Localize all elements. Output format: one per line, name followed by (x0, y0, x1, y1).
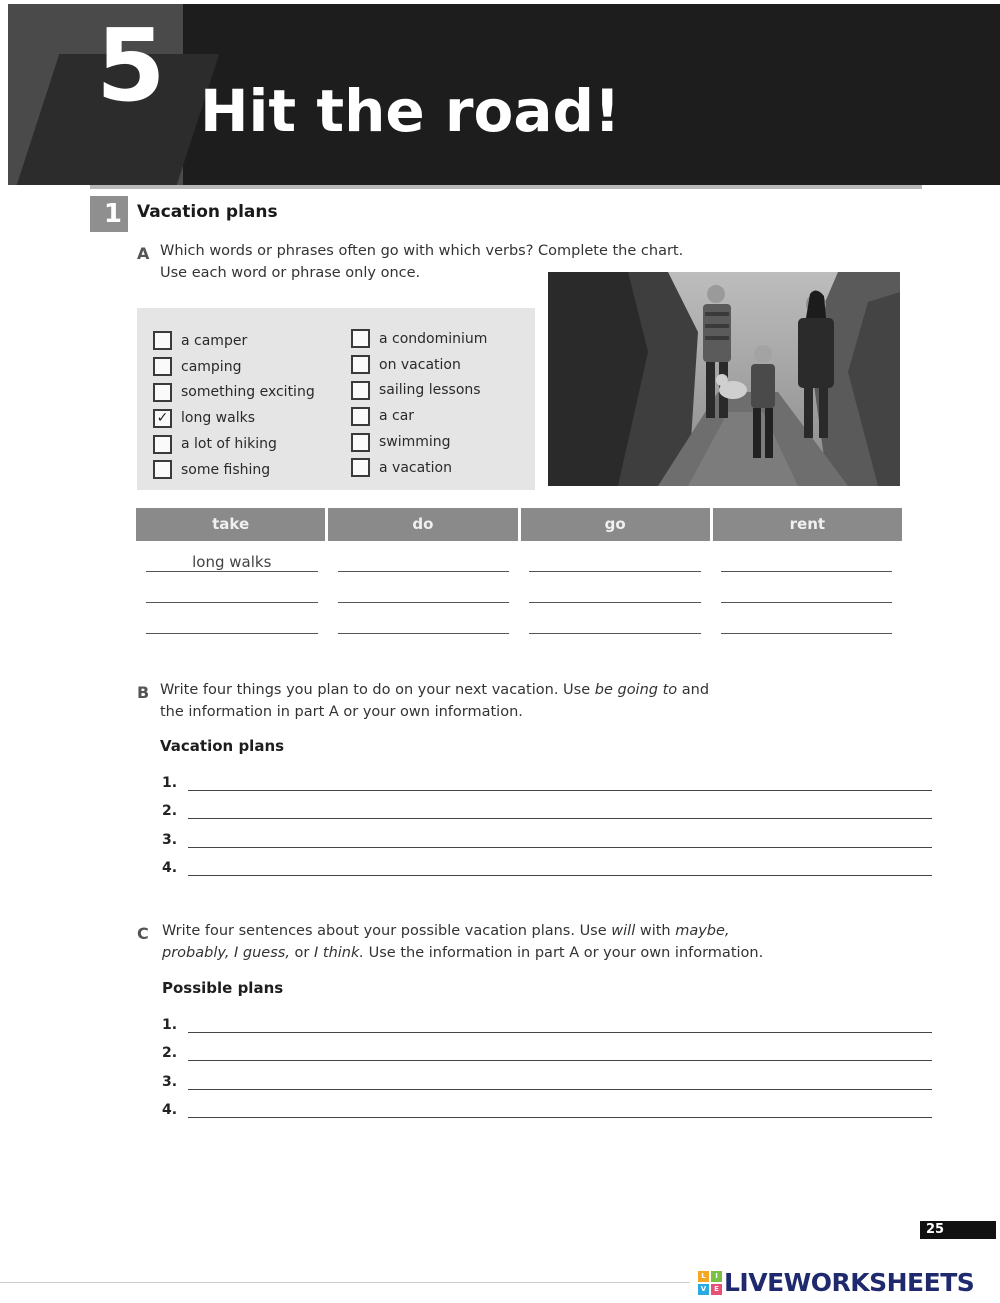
item-label: some fishing (181, 461, 271, 478)
answer-line[interactable] (162, 848, 932, 877)
chart-answer-cell[interactable] (338, 603, 510, 634)
checkbox[interactable] (351, 329, 370, 348)
item-label: camping (181, 358, 242, 375)
line-number: 1. (162, 774, 178, 791)
answer-line[interactable] (162, 1061, 932, 1090)
part-c-line-2 (162, 942, 763, 964)
chart-answer-cell[interactable] (146, 603, 318, 634)
chart-answer-cell[interactable] (146, 541, 318, 572)
list-item[interactable] (153, 457, 315, 483)
chart-answer-cell[interactable] (529, 572, 701, 603)
answer-field[interactable] (188, 1072, 932, 1090)
chart-body (136, 541, 902, 634)
liveworksheets-logo (698, 1268, 974, 1297)
answer-line[interactable] (162, 762, 932, 791)
item-label: a car (379, 408, 415, 425)
liveworksheets-icon (698, 1271, 722, 1295)
part-a-letter: A (137, 244, 150, 263)
brand-icon-letter: L (698, 1271, 709, 1282)
brand-icon-letter: I (711, 1271, 722, 1282)
line-number: 4. (162, 860, 178, 876)
part-c-line-1 (162, 920, 763, 942)
chart-answer-cell[interactable] (721, 603, 893, 634)
chart-column-take (136, 541, 328, 634)
item-label: a vacation (379, 459, 452, 476)
unit-title: Hit the road! (200, 77, 621, 145)
checkbox[interactable] (153, 383, 172, 402)
brand-name: LIVEWORKSHEETS (724, 1268, 975, 1297)
answer-field[interactable] (188, 1043, 932, 1061)
answer-field[interactable] (188, 858, 932, 876)
answer-field[interactable] (188, 830, 932, 848)
chart-header-do: do (328, 508, 517, 541)
answer-field[interactable] (188, 1015, 932, 1033)
line-number: 2. (162, 1045, 178, 1061)
page-number: 25 (920, 1221, 996, 1239)
answer-line[interactable] (162, 1004, 932, 1033)
answer-field[interactable] (188, 1100, 932, 1118)
photo-illustration (548, 272, 900, 486)
part-b-instructions (160, 679, 709, 723)
list-item[interactable] (153, 431, 315, 457)
footer-rule (0, 1282, 690, 1283)
part-c-line-1-emphasis-2: maybe, (675, 923, 730, 939)
answer-line[interactable] (162, 1033, 932, 1062)
list-item[interactable] (351, 352, 487, 378)
chart-example-answer: long walks (192, 553, 272, 571)
checkbox[interactable] (153, 460, 172, 479)
list-item[interactable] (351, 403, 487, 429)
line-number: 3. (162, 1073, 178, 1090)
list-item[interactable] (153, 354, 315, 380)
vacation-plans-lines (162, 762, 932, 876)
family-walking-photo (548, 272, 900, 486)
list-item[interactable] (153, 405, 315, 431)
part-c-line-1-text: Write four sentences about your possible vacation plans. Use (162, 923, 612, 939)
possible-plans-lines (162, 1004, 932, 1118)
word-column-right (351, 326, 487, 481)
chart-column-go (519, 541, 711, 634)
verb-chart (136, 508, 902, 634)
line-number: 1. (162, 1016, 178, 1033)
part-a-line-1: Which words or phrases often go with which verbs? Complete the chart. (160, 243, 684, 259)
item-label: a camper (181, 332, 248, 349)
chart-answer-cell[interactable] (721, 572, 893, 603)
list-item[interactable] (351, 429, 487, 455)
checkbox[interactable] (153, 357, 172, 376)
item-label: a condominium (379, 330, 488, 347)
list-item[interactable] (351, 326, 487, 352)
checkbox[interactable] (351, 458, 370, 477)
possible-plans-heading: Possible plans (162, 979, 284, 997)
list-item[interactable] (153, 328, 315, 354)
header-rule (90, 185, 922, 189)
part-b-line-1-text: Write four things you plan to do on your next vacation. Use (160, 682, 595, 698)
line-number: 4. (162, 1102, 178, 1118)
part-b-line-1-emphasis: be going to (594, 682, 678, 698)
part-b-line-1 (160, 679, 709, 701)
checkbox[interactable]: ✓ (153, 409, 172, 428)
word-column-left (153, 328, 315, 483)
brand-icon-letter: V (698, 1284, 709, 1295)
part-c-line-1-emphasis-1: will (611, 923, 636, 939)
answer-field[interactable] (188, 773, 932, 791)
chart-header-take: take (136, 508, 325, 541)
answer-line[interactable] (162, 1090, 932, 1119)
chart-answer-cell[interactable] (721, 541, 893, 572)
part-c-line-2-end: Use the information in part A or your own information. (364, 945, 764, 961)
list-item[interactable] (351, 378, 487, 404)
part-b-letter: B (137, 683, 150, 702)
chart-answer-cell[interactable] (529, 603, 701, 634)
part-b-line-1-end: and (677, 682, 710, 698)
item-label: swimming (379, 434, 451, 451)
chart-answer-cell[interactable] (338, 541, 510, 572)
part-c-letter: C (137, 924, 149, 943)
answer-line[interactable] (162, 791, 932, 820)
line-number: 2. (162, 803, 178, 819)
checkbox[interactable] (351, 433, 370, 452)
item-label: on vacation (379, 356, 461, 373)
unit-banner (8, 4, 1000, 185)
unit-number: 5 (96, 7, 166, 124)
chart-column-rent (711, 541, 903, 634)
item-label: a lot of hiking (181, 436, 277, 453)
chart-header-row (136, 508, 902, 541)
chart-header-go: go (521, 508, 710, 541)
checkbox[interactable] (351, 407, 370, 426)
vacation-plans-heading: Vacation plans (160, 737, 285, 755)
list-item[interactable] (153, 380, 315, 406)
chart-column-do (328, 541, 520, 634)
part-b-line-2: the information in part A or your own information. (160, 704, 523, 720)
part-c-instructions (162, 920, 763, 964)
checkbox[interactable] (153, 435, 172, 454)
part-c-line-1-mid: with (635, 923, 676, 939)
answer-field[interactable] (188, 801, 932, 819)
part-a-line-2: Use each word or phrase only once. (160, 265, 421, 281)
item-label: long walks (181, 410, 255, 427)
chart-header-rent: rent (713, 508, 902, 541)
checkbox[interactable] (351, 355, 370, 374)
item-label: something exciting (181, 384, 315, 401)
part-c-line-2-emphasis-2: I think. (314, 945, 365, 961)
item-label: sailing lessons (379, 382, 481, 399)
part-c-line-2-emphasis-1: probably, I guess, (162, 945, 290, 961)
section-title: Vacation plans (137, 202, 278, 222)
chart-answer-cell[interactable] (529, 541, 701, 572)
checkbox[interactable] (351, 381, 370, 400)
word-box (137, 308, 535, 490)
answer-line[interactable] (162, 819, 932, 848)
list-item[interactable] (351, 455, 487, 481)
line-number: 3. (162, 831, 178, 848)
checkbox[interactable] (153, 331, 172, 350)
section-number: 1 (90, 196, 128, 232)
chart-answer-cell[interactable] (338, 572, 510, 603)
chart-answer-cell[interactable] (146, 572, 318, 603)
brand-icon-letter: E (711, 1284, 722, 1295)
part-c-line-2-mid: or (289, 945, 315, 961)
